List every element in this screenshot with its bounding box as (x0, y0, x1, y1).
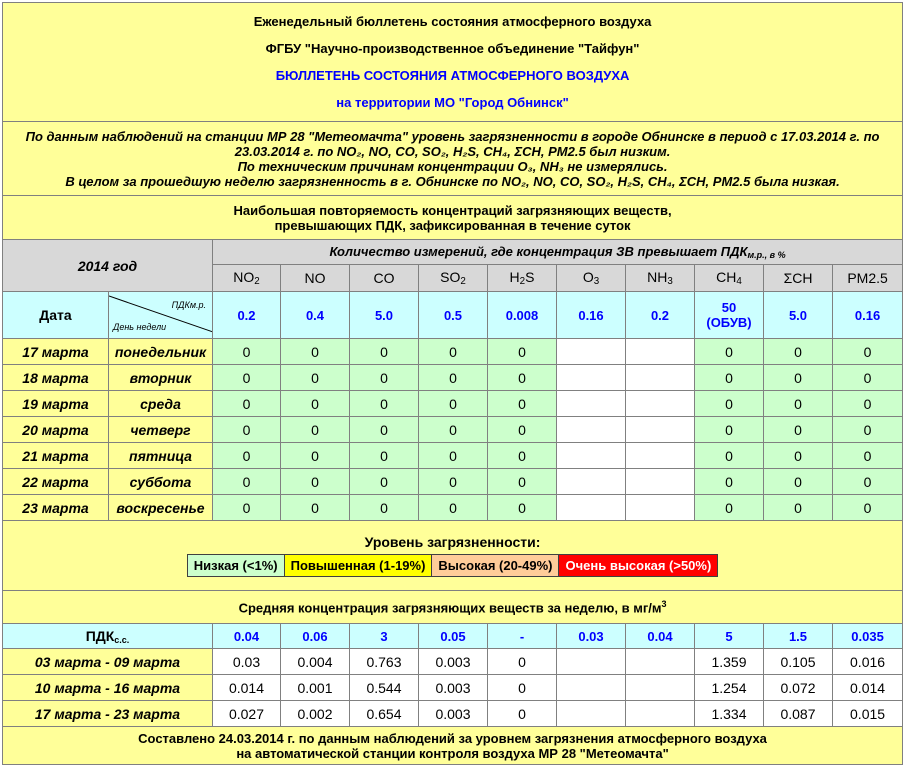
summary-line-3: По техническим причинам концентрации O₃, NH₃ не измерялись. (237, 158, 668, 174)
daily-value: 0 (833, 469, 903, 495)
daily-value: 0 (419, 495, 488, 521)
daily-row (3, 495, 903, 521)
avg-value: 0.087 (764, 701, 833, 727)
daily-value: 0 (213, 339, 281, 365)
avg-value: 0.027 (213, 701, 281, 727)
daily-value: 0 (488, 391, 557, 417)
avg-value: 0.763 (350, 649, 419, 675)
pdk-ss-value: 0.05 (419, 624, 488, 649)
avg-value: 0.003 (419, 675, 488, 701)
pdk-ss-row (3, 624, 903, 649)
avg-value: 0.016 (833, 649, 903, 675)
avg-row (3, 675, 903, 701)
pdk-ss-value: - (488, 624, 557, 649)
avg-value (557, 701, 626, 727)
pdk-mr-value: 0.16 (557, 292, 626, 339)
diag-bottom-label: День недели (113, 322, 167, 332)
bulletin-header (3, 3, 903, 122)
legend-high: Высокая (20-49%) (432, 555, 559, 577)
row-date: 22 марта (3, 469, 109, 495)
daily-value: 0 (213, 417, 281, 443)
pollutant-header: $NO_2$ (213, 265, 281, 292)
pdk-mr-value: 0.008 (488, 292, 557, 339)
header-line-3: БЮЛЛЕТЕНЬ СОСТОЯНИЯ АТМОСФЕРНОГО ВОЗДУХА (275, 68, 630, 83)
daily-value: 0 (281, 365, 350, 391)
pdk-mr-row (3, 292, 903, 339)
daily-value (626, 417, 695, 443)
daily-value: 0 (695, 495, 764, 521)
legend-elevated: Повышенная (1-19%) (284, 555, 432, 577)
pdk-ss-value: 0.035 (833, 624, 903, 649)
avg-value (557, 649, 626, 675)
pollutant-header: $O_3$ (557, 265, 626, 292)
row-weekday: понедельник (109, 339, 213, 365)
pdk-mr-value-line: 50 (721, 300, 737, 315)
daily-value: 0 (281, 391, 350, 417)
pdk-mr-value: 0.4 (281, 292, 350, 339)
avg-value (626, 701, 695, 727)
avg-value: 0.003 (419, 649, 488, 675)
daily-value: 0 (350, 339, 419, 365)
daily-value (557, 339, 626, 365)
avg-row (3, 649, 903, 675)
daily-value: 0 (488, 365, 557, 391)
daily-value (626, 443, 695, 469)
summary-line-4: В целом за прошедшую неделю загрязненность в г. Обнинске по NO₂, NO, CO, SO₂, H₂S, CH₄, ΣCH, PM2.5 была низкая. (65, 173, 840, 189)
avg-value: 0.654 (350, 701, 419, 727)
daily-value: 0 (488, 469, 557, 495)
row-weekday: пятница (109, 443, 213, 469)
daily-value: 0 (695, 443, 764, 469)
pdk-mr-value: 0.16 (833, 292, 903, 339)
daily-row (3, 417, 903, 443)
daily-value (626, 469, 695, 495)
daily-value: 0 (833, 391, 903, 417)
summary-line-2: 23.03.2014 г. по NO₂, NO, CO, SO₂, H₂S, CH₄, ΣCH, PM2.5 был низким. (234, 143, 671, 159)
daily-value: 0 (764, 495, 833, 521)
pollutant-header: PM2.5 (833, 265, 903, 292)
daily-value: 0 (350, 443, 419, 469)
footer-line-2: на автоматической станции контроля воздуха МР 28 "Метеомачта" (236, 745, 669, 761)
daily-row (3, 443, 903, 469)
daily-value: 0 (488, 417, 557, 443)
row-date: 19 марта (3, 391, 109, 417)
avg-value: 0.072 (764, 675, 833, 701)
pollutant-header: $H_2S$ (488, 265, 557, 292)
row-date: 18 марта (3, 365, 109, 391)
footer-line-1: Составлено 24.03.2014 г. по данным наблюдений за уровнем загрязнения атмосферного воздуха (138, 730, 767, 746)
header-line-4: на территории МО "Город Обнинск" (336, 95, 569, 110)
pdk-mr-value: 5.0 (764, 292, 833, 339)
avg-value: 0.003 (419, 701, 488, 727)
daily-value (557, 443, 626, 469)
daily-value: 0 (419, 365, 488, 391)
daily-value: 0 (213, 495, 281, 521)
avg-period: 17 марта - 23 марта (3, 701, 213, 727)
daily-value: 0 (695, 365, 764, 391)
repeat-title-line-1: Наибольшая повторяемость концентраций загрязняющих веществ, (233, 202, 672, 218)
avg-value: 1.334 (695, 701, 764, 727)
daily-value: 0 (833, 417, 903, 443)
avg-period: 10 марта - 16 марта (3, 675, 213, 701)
avg-value (557, 675, 626, 701)
daily-value: 0 (764, 365, 833, 391)
pdk-day-diagonal-header (109, 292, 213, 339)
avg-period: 03 марта - 09 марта (3, 649, 213, 675)
daily-value: 0 (350, 391, 419, 417)
level-legend (187, 554, 719, 577)
avg-value: 1.359 (695, 649, 764, 675)
daily-value: 0 (419, 391, 488, 417)
level-legend-block (3, 521, 903, 591)
daily-value (557, 469, 626, 495)
pdk-mr-value: 5.0 (350, 292, 419, 339)
daily-value: 0 (419, 417, 488, 443)
avg-value: 0 (488, 701, 557, 727)
daily-value: 0 (281, 339, 350, 365)
pollutant-header: $NH_3$ (626, 265, 695, 292)
avg-value: 0 (488, 675, 557, 701)
daily-value: 0 (695, 417, 764, 443)
row-weekday: воскресенье (109, 495, 213, 521)
daily-row (3, 339, 903, 365)
daily-value: 0 (833, 495, 903, 521)
pdk-ss-value: 0.03 (557, 624, 626, 649)
avg-row (3, 701, 903, 727)
daily-value: 0 (488, 443, 557, 469)
daily-value: 0 (419, 339, 488, 365)
daily-value: 0 (695, 469, 764, 495)
pdk-ss-value: 0.06 (281, 624, 350, 649)
daily-value: 0 (488, 339, 557, 365)
summary-line-1: По данным наблюдений на станции МР 28 "Метеомачта" уровень загрязненности в городе Обнинске в период с 17.03.2014 г. по (25, 128, 880, 144)
header-line-2: ФГБУ "Научно-производственное объединение "Тайфун" (265, 41, 640, 56)
pdk-ss-label: $ПДК_{с.с.}$ (3, 624, 213, 649)
row-weekday: четверг (109, 417, 213, 443)
pdk-mr-value: 0.5 (419, 292, 488, 339)
daily-value: 0 (833, 365, 903, 391)
avg-value: 0.014 (833, 675, 903, 701)
daily-value: 0 (281, 417, 350, 443)
pdk-ss-value: 5 (695, 624, 764, 649)
daily-value: 0 (695, 339, 764, 365)
row-weekday: вторник (109, 365, 213, 391)
pdk-mr-value (695, 292, 764, 339)
daily-value: 0 (419, 443, 488, 469)
daily-value: 0 (764, 339, 833, 365)
bulletin-table (2, 2, 903, 765)
daily-value: 0 (350, 469, 419, 495)
row-weekday: среда (109, 391, 213, 417)
summary-block (3, 122, 903, 196)
avg-value: 0.014 (213, 675, 281, 701)
row-date: 21 марта (3, 443, 109, 469)
level-title: Уровень загрязненности: (364, 534, 541, 550)
header-line-1: Еженедельный бюллетень состояния атмосферного воздуха (253, 14, 652, 29)
pollutant-header: CO (350, 265, 419, 292)
avg-value (626, 675, 695, 701)
avg-section-title: Средняя концентрация загрязняющих веществ за неделю, в $мг/м^3$ (3, 591, 903, 624)
daily-value: 0 (281, 443, 350, 469)
pollutant-header: $CH_4$ (695, 265, 764, 292)
daily-value: 0 (213, 391, 281, 417)
daily-value: 0 (833, 339, 903, 365)
legend-very-high: Очень высокая (>50%) (559, 555, 718, 577)
row-weekday: суббота (109, 469, 213, 495)
row-date: 20 марта (3, 417, 109, 443)
pdk-mr-value: 0.2 (626, 292, 695, 339)
pollutant-header: $SO_2$ (419, 265, 488, 292)
daily-value (626, 391, 695, 417)
daily-value: 0 (350, 365, 419, 391)
pdk-ss-value: 0.04 (213, 624, 281, 649)
avg-value: 0.105 (764, 649, 833, 675)
date-header: Дата (3, 292, 109, 339)
daily-value: 0 (281, 495, 350, 521)
avg-value: 0.544 (350, 675, 419, 701)
daily-value (626, 365, 695, 391)
daily-value (626, 339, 695, 365)
repeat-section-title (3, 196, 903, 240)
pollutant-header: NO (281, 265, 350, 292)
legend-low: Низкая (<1%) (187, 555, 284, 577)
daily-value: 0 (213, 443, 281, 469)
avg-value: 1.254 (695, 675, 764, 701)
daily-value (557, 495, 626, 521)
avg-value (626, 649, 695, 675)
avg-value: 0.001 (281, 675, 350, 701)
daily-value: 0 (488, 495, 557, 521)
pdk-ss-value: 0.04 (626, 624, 695, 649)
pdk-ss-value: 1.5 (764, 624, 833, 649)
row-date: 17 марта (3, 339, 109, 365)
daily-value: 0 (213, 365, 281, 391)
daily-value: 0 (833, 443, 903, 469)
daily-value: 0 (281, 469, 350, 495)
avg-value: 0.004 (281, 649, 350, 675)
repeat-title-line-2: превышающих ПДК, зафиксированная в течение суток (274, 217, 631, 233)
daily-value (557, 391, 626, 417)
avg-value: 0.002 (281, 701, 350, 727)
daily-row (3, 469, 903, 495)
daily-value: 0 (695, 391, 764, 417)
pdk-mr-value: 0.2 (213, 292, 281, 339)
pollutant-header: ΣCH (764, 265, 833, 292)
daily-value: 0 (764, 417, 833, 443)
daily-value: 0 (764, 469, 833, 495)
daily-value (557, 365, 626, 391)
daily-row (3, 365, 903, 391)
daily-value: 0 (350, 417, 419, 443)
daily-value: 0 (350, 495, 419, 521)
daily-value (557, 417, 626, 443)
year-label: 2014 год (3, 240, 213, 292)
daily-value: 0 (764, 443, 833, 469)
pdk-mr-value-line: (ОБУВ) (706, 315, 752, 330)
count-label: Количество измерений, где концентрация ЗВ превышает $ПДК_{м.р., в \%}$ (213, 240, 903, 265)
daily-row (3, 391, 903, 417)
avg-value: 0.015 (833, 701, 903, 727)
avg-value: 0.03 (213, 649, 281, 675)
diag-top-label: ПДКм.р. (171, 300, 206, 310)
row-date: 23 марта (3, 495, 109, 521)
daily-value (626, 495, 695, 521)
avg-value: 0 (488, 649, 557, 675)
daily-value: 0 (764, 391, 833, 417)
daily-value: 0 (419, 469, 488, 495)
footer-block (3, 727, 903, 765)
daily-value: 0 (213, 469, 281, 495)
pdk-ss-value: 3 (350, 624, 419, 649)
